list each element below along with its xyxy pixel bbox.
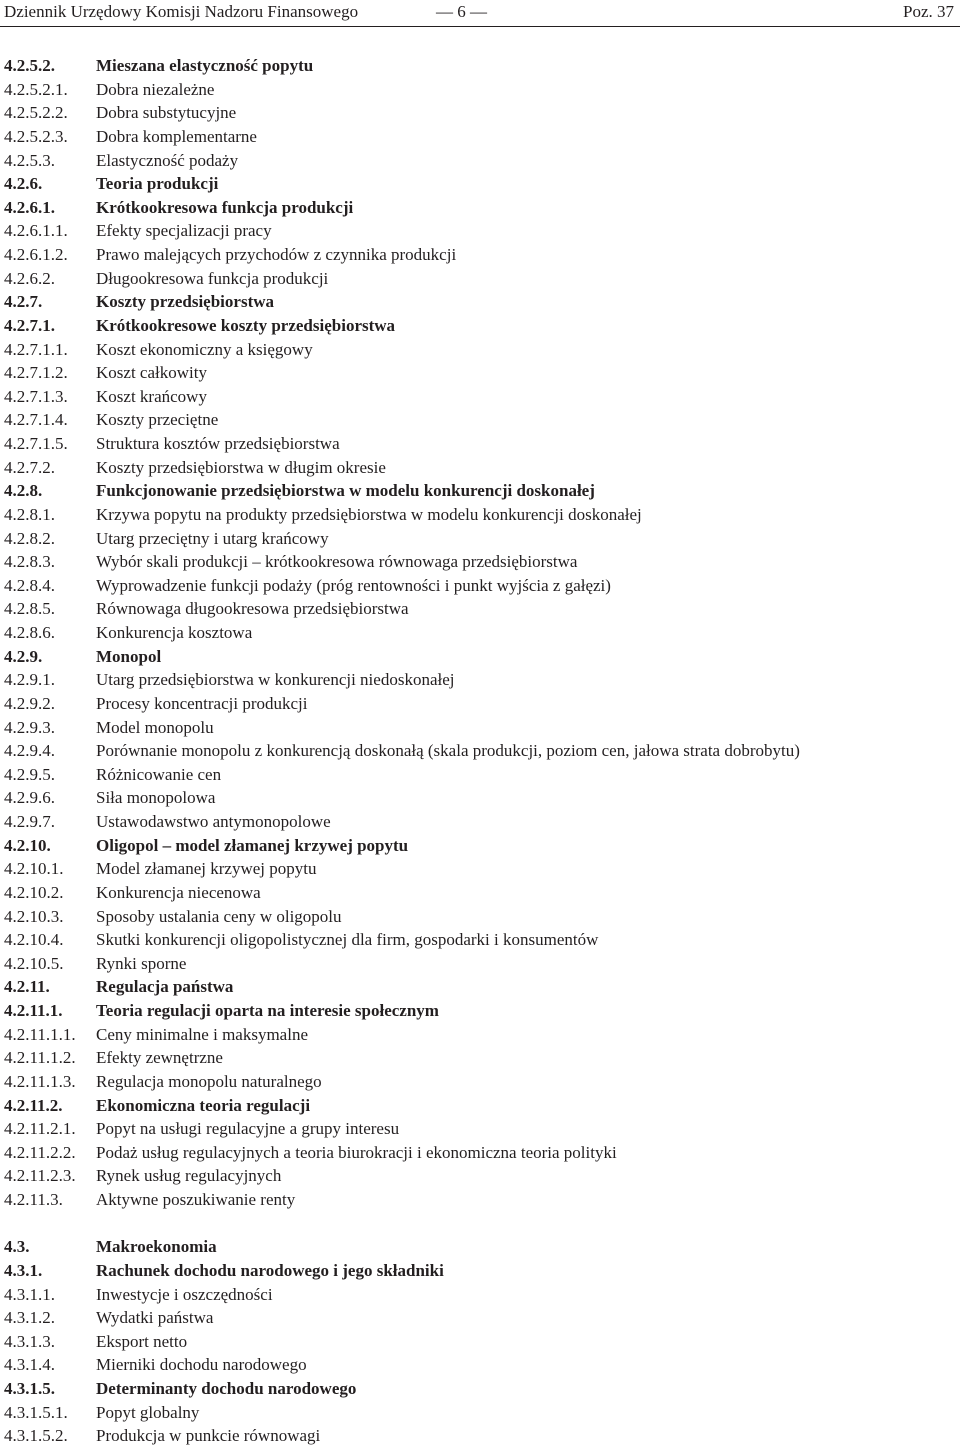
toc-entry-title: Inwestycje i oszczędności [96, 1284, 273, 1304]
toc-entry-number: 4.2.7.2. [4, 457, 55, 477]
toc-entry-number: 4.3.1. [4, 1260, 43, 1280]
toc-entry [4, 692, 954, 716]
toc-entry-number: 4.2.11.1. [4, 1001, 63, 1020]
toc-entry-title: Utarg przeciętny i utarg krańcowy [96, 528, 329, 548]
toc-entry [4, 54, 954, 78]
toc-entry [4, 361, 954, 385]
toc-entry [4, 527, 954, 551]
toc-entry-number: 4.2.10. [4, 835, 51, 855]
toc-entry-title: Rynek usług regulacyjnych [96, 1166, 282, 1186]
toc-entry-title: Koszty przedsiębiorstwa [96, 292, 275, 312]
position-number: Poz. 37 [903, 2, 954, 21]
toc-entry-title: Monopol [96, 646, 162, 666]
toc-entry [4, 810, 954, 834]
toc-entry-title: Koszt krańcowy [96, 386, 207, 406]
toc-entry-title: Konkurencja niecenowa [96, 882, 261, 902]
toc-entry [4, 125, 954, 149]
toc-entry-title: Efekty zewnętrzne [96, 1048, 223, 1068]
toc-entry-number: 4.2.7. [4, 292, 43, 312]
toc-entry-number: 4.2.11.2.2. [4, 1142, 76, 1162]
toc-entry-number: 4.2.5.3. [4, 150, 55, 170]
toc-entry [4, 739, 954, 763]
toc-entry-number: 4.3.1.5. [4, 1379, 55, 1398]
toc-entry [4, 1141, 954, 1165]
toc-entry [4, 219, 954, 243]
toc-entry-title: Dobra substytucyjne [96, 103, 237, 123]
toc-entry-title: Produkcja w punkcie równowagi [96, 1426, 321, 1446]
toc-entry-number: 4.2.11.3. [4, 1190, 63, 1209]
toc-entry-title: Teoria produkcji [96, 174, 219, 194]
toc-entry [4, 786, 954, 810]
toc-entry [4, 952, 954, 976]
toc-entry [4, 1164, 954, 1188]
toc-entry [4, 1330, 954, 1354]
toc-entry-title: Mieszana elastyczność popytu [96, 56, 314, 75]
toc-entry-number: 4.3.1.3. [4, 1331, 55, 1351]
toc-entry [4, 1094, 954, 1118]
toc-entry-number: 4.2.7.1.1. [4, 339, 68, 359]
toc-entry-title: Koszty przedsiębiorstwa w długim okresie [96, 457, 386, 477]
toc-entry [4, 975, 954, 999]
toc-entry-number: 4.2.5.2.3. [4, 126, 68, 146]
toc-entry-number: 4.2.7.1.3. [4, 386, 68, 406]
header-rule [0, 26, 960, 27]
toc-entry-number: 4.2.8.4. [4, 575, 55, 595]
toc-entry [4, 597, 954, 621]
toc-entry-title: Konkurencja kosztowa [96, 623, 253, 642]
toc-entry-number: 4.3.1.5.2. [4, 1426, 68, 1446]
toc-entry-title: Koszt ekonomiczny a księgowy [96, 339, 313, 359]
toc-entry [4, 385, 954, 409]
toc-entry-number: 4.3.1.2. [4, 1308, 55, 1328]
toc-entry-title: Wyprowadzenie funkcji podaży (próg rentowności i punkt wyjścia z gałęzi) [96, 575, 611, 595]
toc-entry-number: 4.2.5.2.2. [4, 103, 68, 123]
toc-entry-title: Struktura kosztów przedsiębiorstwa [96, 434, 340, 453]
toc-entry-title: Równowaga długookresowa przedsiębiorstwa [96, 599, 409, 619]
toc-entry [4, 243, 954, 267]
toc-entry-number: 4.2.8.5. [4, 599, 55, 619]
toc-entry [4, 456, 954, 480]
toc-entry-title: Popyt globalny [96, 1402, 200, 1422]
toc-entry-number: 4.2.7.1.5. [4, 434, 68, 453]
toc-entry [4, 1023, 954, 1047]
toc-entry [4, 1377, 954, 1401]
toc-entry [4, 668, 954, 692]
toc-entry-title: Determinanty dochodu narodowego [96, 1379, 357, 1398]
toc-entry [4, 763, 954, 787]
toc-entry-number: 4.2.6. [4, 174, 43, 194]
toc-entry-title: Aktywne poszukiwanie renty [96, 1190, 296, 1209]
toc-entry [4, 172, 954, 196]
toc-entry-title: Teoria regulacji oparta na interesie społecznym [96, 1001, 439, 1020]
toc-entry [4, 834, 954, 858]
toc-entry-title: Skutki konkurencji oligopolistycznej dla firm, gospodarki i konsumentów [96, 930, 599, 950]
toc-entry [4, 503, 954, 527]
toc-entry-title: Wydatki państwa [96, 1308, 214, 1328]
toc-entry [4, 267, 954, 291]
toc-entry [4, 1259, 954, 1283]
toc-entry-title: Sposoby ustalania ceny w oligopolu [96, 906, 342, 926]
toc-entry-number: 4.2.9.1. [4, 670, 55, 690]
toc-entry [4, 408, 954, 432]
toc-entry-title: Krótkookresowe koszty przedsiębiorstwa [96, 315, 396, 335]
toc-entry-number: 4.2.6.1. [4, 197, 55, 217]
toc-entry [4, 550, 954, 574]
toc-entry-title: Model monopolu [96, 717, 214, 737]
toc-entry [4, 1117, 954, 1141]
toc-entry-number: 4.3.1.1. [4, 1284, 55, 1304]
toc-entry-number: 4.2.7.1. [4, 315, 55, 335]
toc-entry [4, 1283, 954, 1307]
toc-entry-number: 4.3. [4, 1237, 30, 1257]
toc-entry-title: Koszty przeciętne [96, 410, 219, 430]
toc-entry-number: 4.2.11.2.1. [4, 1119, 76, 1139]
toc-entry [4, 999, 954, 1023]
toc-entry [4, 338, 954, 362]
toc-entry [4, 857, 954, 881]
toc-entry-title: Rachunek dochodu narodowego i jego składniki [96, 1260, 444, 1280]
toc-entry [4, 881, 954, 905]
toc-entry-title: Procesy koncentracji produkcji [96, 693, 308, 713]
toc-entry [4, 78, 954, 102]
toc-entry-number: 4.2.6.1.1. [4, 221, 68, 241]
toc-entry-number: 4.2.11.2.3. [4, 1166, 76, 1186]
toc-entry [4, 479, 954, 503]
toc-entry [4, 290, 954, 314]
toc-entry-title: Oligopol – model złamanej krzywej popytu [96, 835, 409, 855]
toc-entry-title: Porównanie monopolu z konkurencją doskonałą (skala produkcji, poziom cen, jałowa strata dobrobytu) [96, 741, 800, 761]
toc-entry-number: 4.2.10.1. [4, 859, 64, 879]
page-number: — 6 — [436, 2, 487, 21]
toc-entry-number: 4.2.10.3. [4, 906, 64, 926]
toc-entry-title: Koszt całkowity [96, 363, 207, 383]
toc-entry [4, 1188, 954, 1212]
toc-entry-title: Krzywa popytu na produkty przedsiębiorstwa w modelu konkurencji doskonałej [96, 504, 642, 524]
toc-entry-number: 4.2.11.2. [4, 1095, 63, 1115]
toc-entry [4, 645, 954, 669]
toc-entry-number: 4.2.9.2. [4, 693, 55, 713]
toc-entry-number: 4.2.11.1.2. [4, 1048, 76, 1068]
toc-entry-number: 4.2.9. [4, 646, 43, 666]
toc-entry [4, 1070, 954, 1094]
toc-entry-number: 4.2.9.4. [4, 741, 55, 761]
toc-entry-number: 4.2.7.1.4. [4, 410, 68, 430]
page-header [0, 0, 960, 26]
toc-entry-number: 4.3.1.5.1. [4, 1402, 68, 1422]
toc-entry-number: 4.2.8. [4, 481, 43, 501]
toc-entry-title: Ustawodawstwo antymonopolowe [96, 812, 331, 831]
toc-entry-number: 4.2.8.1. [4, 504, 55, 524]
toc-entry-number: 4.2.10.5. [4, 953, 64, 973]
toc-entry-number: 4.2.8.6. [4, 623, 55, 642]
toc-entry-title: Prawo malejących przychodów z czynnika produkcji [96, 245, 457, 264]
toc-entry [4, 101, 954, 125]
toc-entry-title: Ceny minimalne i maksymalne [96, 1024, 308, 1044]
toc-entry-number: 4.2.10.4. [4, 930, 64, 950]
toc-entry-number: 4.2.8.3. [4, 552, 55, 572]
toc-entry-title: Model złamanej krzywej popytu [96, 859, 317, 879]
toc-entry-title: Makroekonomia [96, 1237, 217, 1257]
toc-entry-title: Długookresowa funkcja produkcji [96, 268, 329, 288]
toc-entry-title: Regulacja państwa [96, 977, 234, 997]
toc-entry-title: Wybór skali produkcji – krótkookresowa równowaga przedsiębiorstwa [96, 552, 578, 572]
toc-entry-title: Podaż usług regulacyjnych a teoria biurokracji i ekonomiczna teoria polityki [96, 1142, 617, 1162]
toc-entry [4, 1353, 954, 1377]
toc-entry-title: Funkcjonowanie przedsiębiorstwa w modelu konkurencji doskonałej [96, 481, 595, 501]
toc-entry-number: 4.2.10.2. [4, 882, 64, 902]
toc-entry-title: Utarg przedsiębiorstwa w konkurencji niedoskonałej [96, 670, 455, 690]
toc-entry-number: 4.2.9.5. [4, 764, 55, 784]
toc-entry-title: Mierniki dochodu narodowego [96, 1355, 307, 1375]
toc-entry-number: 4.2.11. [4, 977, 50, 997]
toc-entry [4, 1401, 954, 1425]
toc-entry [4, 1046, 954, 1070]
toc-entry-title: Eksport netto [96, 1331, 188, 1351]
toc-entry [4, 574, 954, 598]
toc-entry-title: Efekty specjalizacji pracy [96, 221, 272, 241]
toc-entry [4, 1235, 954, 1259]
toc-entry [4, 432, 954, 456]
toc-entry [4, 905, 954, 929]
toc-entry-title: Dobra komplementarne [96, 126, 257, 146]
toc-entry-number: 4.2.8.2. [4, 528, 55, 548]
toc-entry-title: Popyt na usługi regulacyjne a grupy interesu [96, 1119, 400, 1139]
toc-entry-title: Siła monopolowa [96, 788, 216, 808]
toc-entry [4, 149, 954, 173]
journal-title: Dziennik Urzędowy Komisji Nadzoru Finansowego [4, 2, 359, 21]
toc-entry [4, 716, 954, 740]
toc-entry-number: 4.2.6.1.2. [4, 245, 68, 264]
toc-entry-title: Rynki sporne [96, 953, 187, 973]
toc-entry-number: 4.2.11.1.3. [4, 1071, 76, 1091]
toc-entry-number: 4.2.7.1.2. [4, 363, 68, 383]
toc-entry [4, 196, 954, 220]
toc-entry [4, 1306, 954, 1330]
toc-entry-number: 4.2.9.3. [4, 717, 55, 737]
toc-entry-title: Elastyczność podaży [96, 150, 239, 170]
toc-entry-title: Regulacja monopolu naturalnego [96, 1071, 322, 1091]
toc-entry [4, 928, 954, 952]
toc-entry-title: Różnicowanie cen [96, 764, 222, 784]
toc-entry-number: 4.2.11.1.1. [4, 1024, 76, 1044]
toc-entry-number: 4.2.5.2.1. [4, 79, 68, 99]
toc-entry-title: Krótkookresowa funkcja produkcji [96, 197, 354, 217]
toc-entry-number: 4.3.1.4. [4, 1355, 55, 1375]
toc-entry [4, 1424, 954, 1448]
toc-entry-number: 4.2.9.6. [4, 788, 55, 808]
table-of-contents [4, 54, 954, 1448]
toc-entry-number: 4.2.6.2. [4, 268, 55, 288]
toc-entry-number: 4.2.9.7. [4, 812, 55, 831]
toc-entry-title: Ekonomiczna teoria regulacji [96, 1095, 311, 1115]
toc-entry [4, 621, 954, 645]
toc-entry-title: Dobra niezależne [96, 79, 215, 99]
toc-entry-number: 4.2.5.2. [4, 56, 55, 75]
toc-entry [4, 314, 954, 338]
